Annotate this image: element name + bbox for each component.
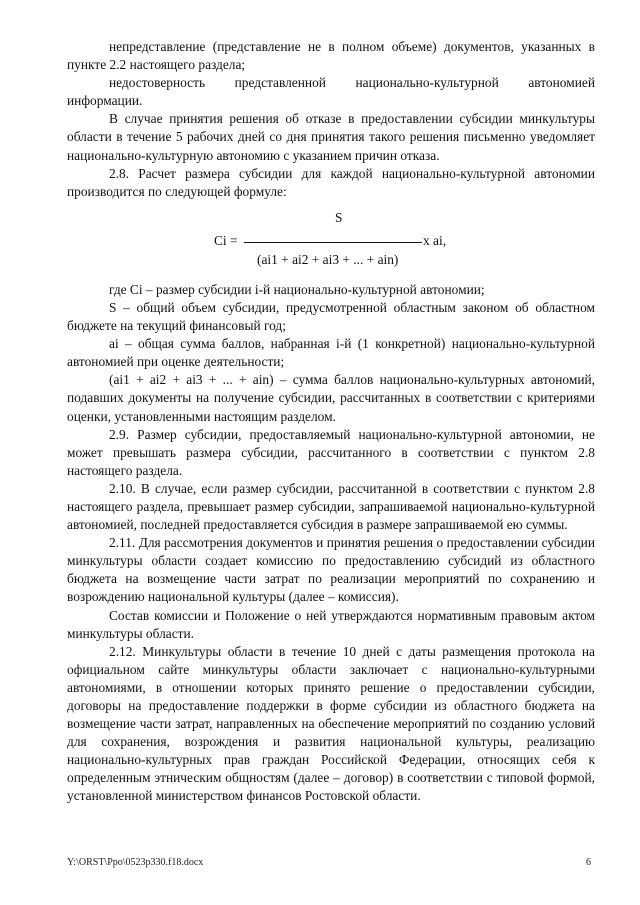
- paragraph-2-12: 2.12. Минкультуры области в течение 10 дней с даты размещения протокола на официальном сайте минкультуры области заключает с национально-культурными автономиями, в отношении которых принято решение о предоставлении субсидии, договоры на предоставление поддержки в форме субсидии из областного бюджета на возмещение части затрат, направленных на обеспечение мероприятий по созданию условий для сохранения, возрождения и развития национальной культуры, реализацию национально-культурных прав граждан Российской Федерации, относящих себя к определенным этническим общностям (далее – договор) в соответствии с типовой формой, установленной министерством финансов Ростовской области.: [67, 643, 595, 804]
- paragraph-def-s: S – общий объем субсидии, предусмотренной областным законом об областном бюджете на текущий финансовый год;: [67, 299, 595, 334]
- paragraph-2-11: 2.11. Для рассмотрения документов и принятия решения о предоставлении субсидии минкультуры области создает комиссию по предоставлению субсидий из областного бюджета на возмещение части затрат по реализации мероприятий по сохранению и возрождению национальной культуры (далее – комиссия).: [67, 535, 595, 605]
- paragraph-2-8: 2.8. Расчет размера субсидии для каждой национально-культурной автономии производится по следующей формуле:: [67, 165, 595, 199]
- paragraph-where-ci: где Ci – размер субсидии i-й национально-культурной автономии;: [109, 281, 485, 297]
- formula-fraction-line: [244, 242, 422, 243]
- paragraph-unreliable-info: недостоверность представленной национально-культурной автономией информации.: [67, 75, 595, 109]
- formula-lhs: Ci =: [214, 232, 238, 248]
- footer-file-path: Y:\ORST\Ppo\0523p330.f18.docx: [67, 857, 204, 868]
- paragraph-2-9: 2.9. Размер субсидии, предоставляемый национально-культурной автономии, не может превышать размера субсидии, рассчитанного в соответствии с пунктом 2.8 настоящего раздела.: [67, 426, 595, 478]
- paragraph-def-ai: ai – общая сумма баллов, набранная i-й (1 конкретной) национально-культурной автономией при оценке деятельности;: [67, 336, 595, 370]
- paragraph-2-10: 2.10. В случае, если размер субсидии, рассчитанной в соответствии с пунктом 2.8 настоящего раздела, превышает размер субсидии, запрашиваемой национально-культурной автономией, последней предоставляется субсидия в размере запрашиваемой ею суммы.: [67, 480, 595, 533]
- paragraph-nonsubmission: непредставление (представление не в полном объеме) документов, указанных в пункте 2.2 настоящего раздела;: [67, 39, 595, 73]
- formula-numerator: S: [335, 209, 343, 225]
- paragraph-def-sum: (ai1 + ai2 + ai3 + ... + ain) – сумма баллов национально-культурных автономий, подавших документы на получение субсидии, рассчитанных в соответствии с критериями оценки, установленными настоящим разделом.: [67, 372, 595, 424]
- paragraph-refusal-notice: В случае принятия решения об отказе в предоставлении субсидии минкультуры области в течение 5 рабочих дней со дня принятия такого решения письменно уведомляет национально-культурную автономию с указанием причин отказа.: [67, 111, 595, 163]
- footer-page-number: 6: [586, 857, 591, 868]
- formula-rhs: x ai,: [423, 232, 447, 248]
- subsidy-formula: [67, 201, 595, 281]
- formula-denominator: (ai1 + ai2 + ai3 + ... + ain): [257, 251, 399, 267]
- document-body: [67, 38, 595, 806]
- paragraph-commission: Состав комиссии и Положение о ней утверждаются нормативным правовым актом минкультуры области.: [67, 607, 595, 641]
